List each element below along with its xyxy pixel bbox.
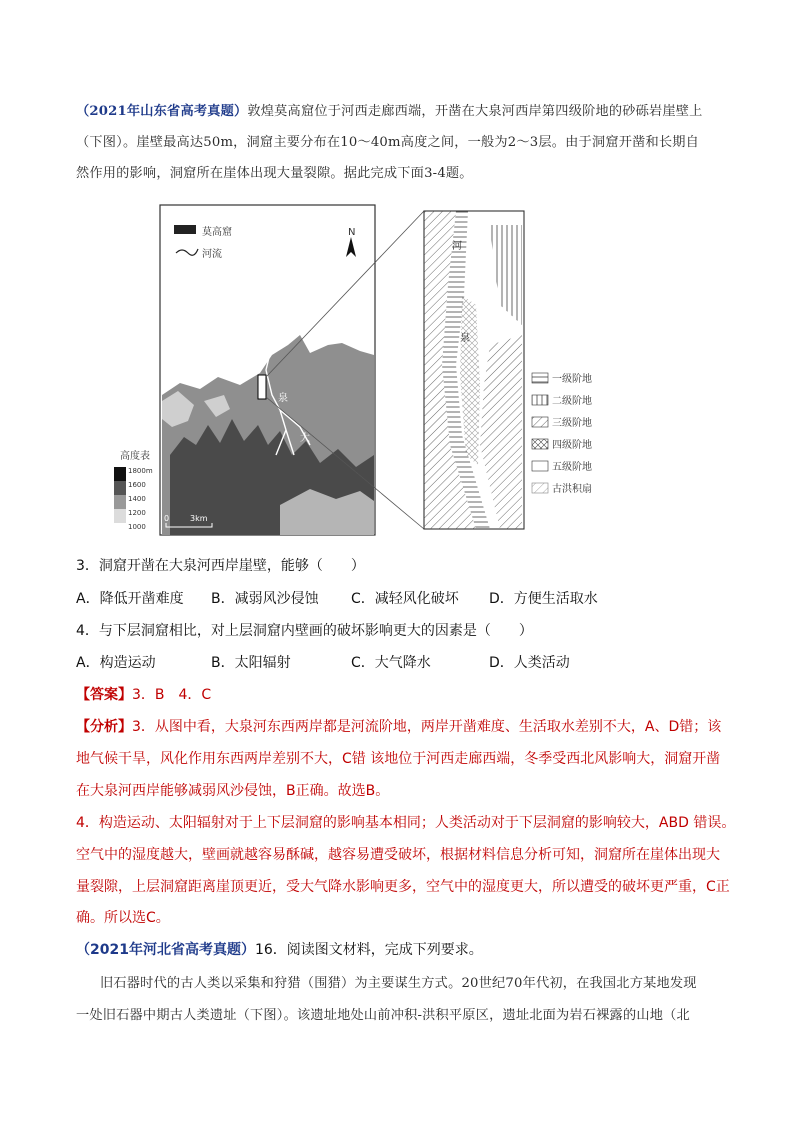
source-tag-2: （2021年河北省高考真题）	[76, 942, 255, 958]
analysis-line-5: 空气中的湿度越大，壁画就越容易酥碱，越容易遭受破坏，根据材料信息分析可知，洞窟所在崖体出现大	[76, 847, 720, 863]
grotto-marker	[258, 375, 266, 399]
intro-line-3: 然作用的影响，洞窟所在崖体出现大量裂隙。据此完成下面3-4题。	[76, 166, 473, 181]
elev-1200: 1200	[128, 509, 146, 517]
q4-option-b: B．太阳辐射	[211, 655, 291, 671]
legend-swatch-6	[532, 483, 548, 493]
elev-swatch-2	[114, 481, 126, 495]
legend-swatch-3	[532, 417, 548, 427]
river-char-quan: 泉	[278, 393, 288, 404]
legend-swatch-5	[532, 461, 548, 471]
answer-line	[76, 685, 736, 705]
detail-char-he: 河	[452, 241, 462, 252]
north-label: N	[348, 227, 356, 238]
legend-river-label: 河流	[202, 249, 222, 260]
legend-terrace-6: 古洪积扇	[552, 484, 592, 495]
legend-terrace-3: 三级阶地	[552, 418, 592, 429]
material-line-1: 旧石器时代的古人类以采集和狩猎（围猎）为主要谋生方式。20世纪70年代初，在我国北方某地发现	[100, 976, 697, 991]
q4-option-d: D．人类活动	[489, 655, 570, 671]
intro-text: 敦煌莫高窟位于河西走廊西端，开凿在大泉河西岸第四级阶地的砂砾岩崖壁上	[247, 104, 703, 119]
elev-title: 高度表	[120, 451, 150, 462]
q3-option-a: A．降低开凿难度	[76, 591, 184, 607]
q3-options	[76, 589, 736, 609]
elev-1600: 1600	[128, 481, 146, 489]
q3-stem: 3．洞窟开凿在大泉河西岸崖壁，能够（ ）	[76, 558, 365, 574]
analysis-line-2: 地气候干旱，风化作用东西两岸差别不大，C错 该地位于河西走廊西端，冬季受西北风影响大，洞窟开凿	[76, 751, 721, 767]
elev-swatch-1	[114, 467, 126, 481]
elev-swatch-4	[114, 509, 126, 523]
intro-line-1	[76, 102, 736, 122]
elev-1400: 1400	[128, 495, 146, 503]
grotto-legend-icon	[174, 225, 196, 234]
q4-option-a: A．构造运动	[76, 655, 156, 671]
analysis-line-7: 确。所以选C。	[76, 910, 170, 926]
legend-swatch-2	[532, 395, 548, 405]
mogao-map-figure	[120, 205, 740, 537]
analysis-line-4: 4．构造运动、太阳辐射对于上下层洞窟的影响基本相同；人类活动对于下层洞窟的影响较大，ABD 错误。	[76, 815, 736, 831]
analysis-line-3: 在大泉河西岸能够减弱风沙侵蚀，B正确。故选B。	[76, 783, 390, 799]
q4-options	[76, 653, 736, 673]
intro-line-2: （下图）。崖壁最高达50m，洞窟主要分布在10～40m高度之间，一般为2～3层。由于洞窟开凿和长期自	[76, 135, 700, 150]
q4-option-c: C．大气降水	[351, 655, 431, 671]
elev-swatch-3	[114, 495, 126, 509]
q3-option-c: C．减轻风化破坏	[351, 591, 459, 607]
analysis-line-6: 量裂隙，上层洞窟距离崖顶更近，受大气降水影响更多，空气中的湿度更大，所以遭受的破坏更严重，C正	[76, 879, 730, 895]
detail-char-quan: 泉	[460, 333, 470, 344]
river-char-da: 大	[300, 433, 310, 444]
legend-swatch-1	[532, 373, 548, 383]
legend-terrace-1: 一级阶地	[552, 374, 592, 385]
intro2-line	[76, 940, 736, 960]
terrace-legend	[532, 372, 592, 495]
analysis-line-1	[76, 717, 736, 737]
answer-text: 3．B 4．C	[132, 687, 212, 703]
analysis-label: 【分析】	[76, 719, 132, 735]
intro2-text: 16．阅读图文材料，完成下列要求。	[254, 942, 483, 958]
analysis-text-1: 3．从图中看，大泉河东西两岸都是河流阶地，两岸开凿难度、生活取水差别不大，A、D错；该	[132, 719, 722, 735]
answer-label: 【答案】	[76, 687, 132, 703]
elev-1800: 1800m	[128, 467, 153, 475]
scale-zero: 0	[164, 514, 170, 523]
q3-option-d: D．方便生活取水	[489, 591, 598, 607]
q3-option-b: B．减弱风沙侵蚀	[211, 591, 319, 607]
elev-1000: 1000	[128, 523, 146, 531]
q4-stem: 4．与下层洞窟相比，对上层洞窟内壁画的破坏影响更大的因素是（ ）	[76, 623, 533, 639]
source-tag: （2021年山东省高考真题）	[76, 104, 248, 119]
legend-swatch-4	[532, 439, 548, 449]
river-char-he: 河	[272, 337, 282, 348]
legend-terrace-4: 四级阶地	[552, 440, 592, 451]
legend-terrace-2: 二级阶地	[552, 396, 592, 407]
material-line-2: 一处旧石器中期古人类遗址（下图）。该遗址地处山前冲积-洪积平原区，遗址北面为岩石裸露的山地（北	[76, 1008, 690, 1023]
scale-3km: 3km	[190, 514, 208, 523]
legend-terrace-5: 五级阶地	[552, 462, 592, 473]
legend-grotto-label: 莫高窟	[202, 227, 232, 238]
